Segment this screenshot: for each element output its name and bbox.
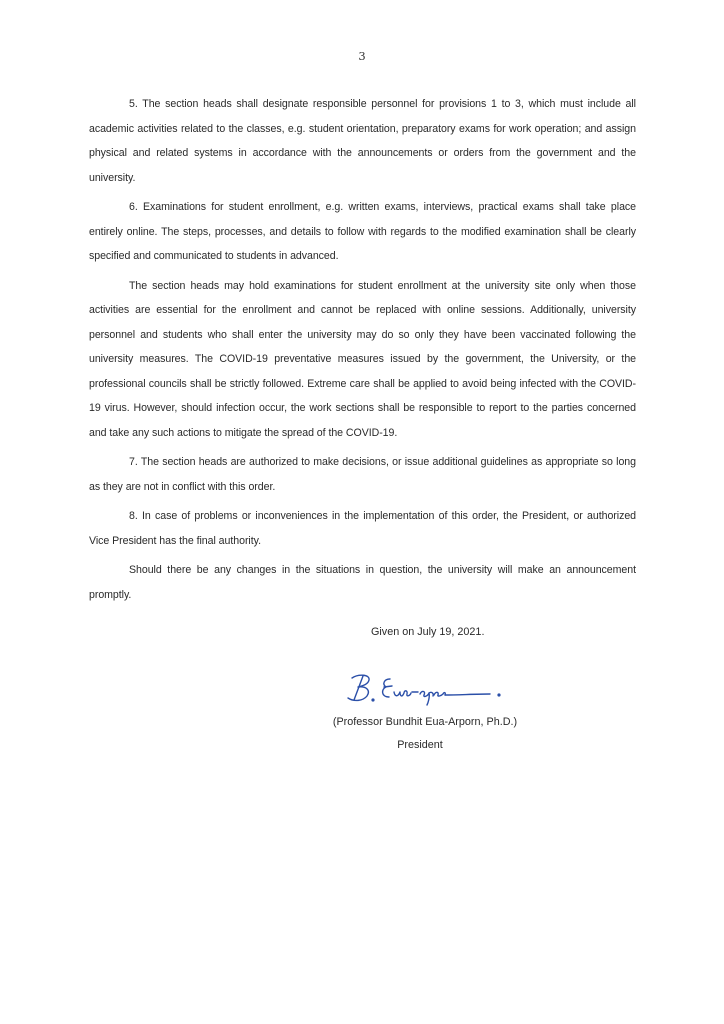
paragraph-provision-5: 5. The section heads shall designate responsible personnel for provisions 1 to 3, which must include all academic activities related to the classes, e.g. student orientation, preparatory exams for work operation; and assign physical and related systems in accordance with the announcements or orders from the government and the university. <box>89 98 636 184</box>
paragraph-provision-7: 7. The section heads are authorized to make decisions, or issue additional guidelines as appropriate so long as they are not in conflict with this order. <box>89 456 636 493</box>
page-number: 3 <box>358 49 366 63</box>
given-date: Given on July 19, 2021. <box>371 626 485 638</box>
document-body <box>89 92 636 612</box>
signature-image <box>340 670 510 710</box>
signatory-name: (Professor Bundhit Eua-Arporn, Ph.D.) <box>332 716 518 728</box>
paragraph-changes-announcement: Should there be any changes in the situations in question, the university will make an announcement promptly. <box>89 564 636 601</box>
paragraph-onsite-examinations: The section heads may hold examinations for student enrollment at the university site only when those activities are essential for the enrollment and cannot be replaced with online sessions. Additionally, university personnel and students who shall enter the university may do so only they have been vaccinated following the university measures. The COVID-19 preventative measures issued by the government, the University, or the professional councils shall be strictly followed. Extreme care shall be applied to avoid being infected with the COVID-19 virus. However, should infection occur, the work sections shall be responsible to report to the parties concerned and take any such actions to mitigate the spread of the COVID-19. <box>89 279 636 439</box>
signatory-title: President <box>397 739 443 751</box>
paragraph-provision-8: 8. In case of problems or inconveniences in the implementation of this order, the President, or authorized Vice President has the final authority. <box>89 510 636 547</box>
paragraph-provision-6: 6. Examinations for student enrollment, e.g. written exams, interviews, practical exams shall take place entirely online. The steps, processes, and details to follow with regards to the modified examination shall be clearly specified and communicated to students in advanced. <box>89 201 636 262</box>
